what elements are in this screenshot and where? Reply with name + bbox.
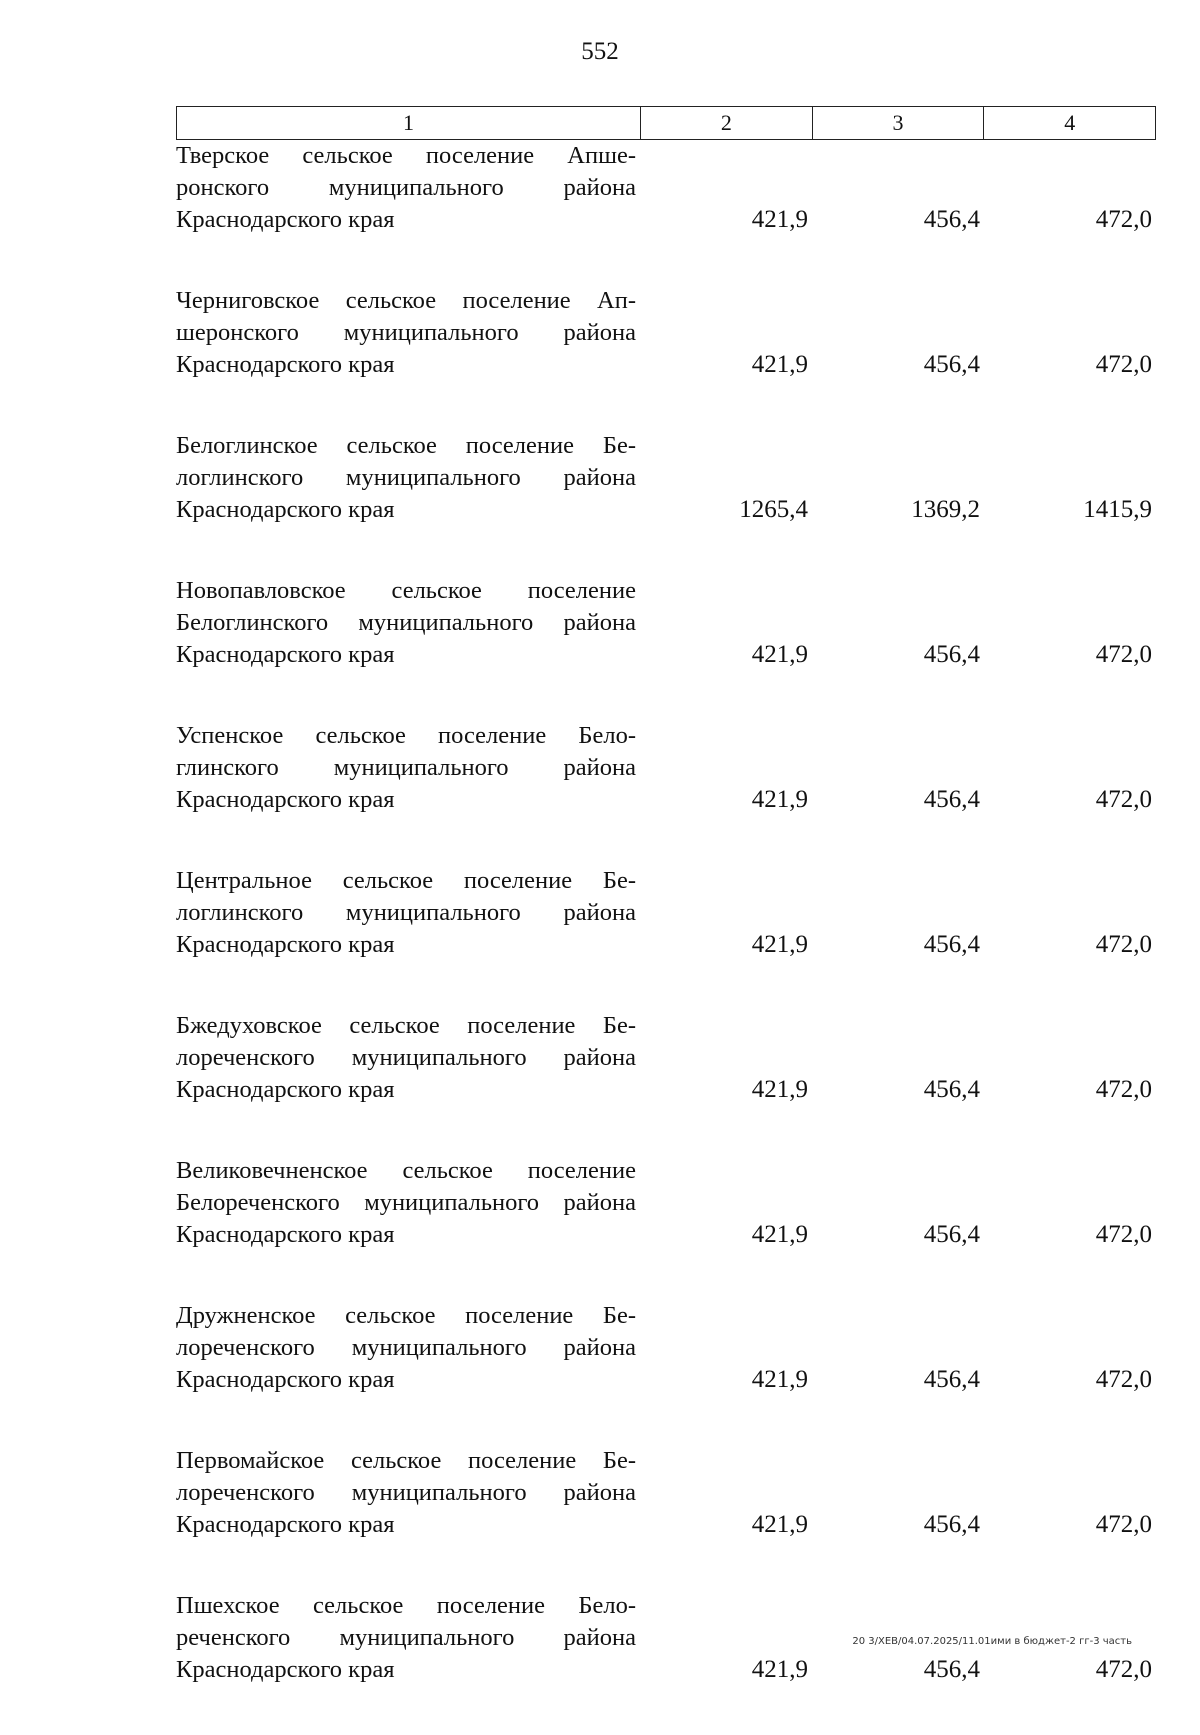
value-col-3: 456,4	[923, 931, 980, 958]
value-col-3: 456,4	[923, 1076, 980, 1103]
value-col-2: 421,9	[751, 786, 808, 813]
value-col-4: 472,0	[1095, 786, 1152, 813]
settlement-name: Центральное сельское поселение Белоглинского муниципального района Краснодарского края	[176, 867, 636, 958]
value-col-4: 472,0	[1095, 1221, 1152, 1248]
value-col-2: 421,9	[751, 1076, 808, 1103]
settlement-name: Пшехское сельское поселение Белореченского муниципального района Краснодарского края	[176, 1592, 636, 1683]
value-col-3: 1369,2	[911, 496, 980, 523]
value-col-4: 472,0	[1095, 1511, 1152, 1538]
settlement-name: Успенское сельское поселение Белоглинского муниципального района Краснодарского края	[176, 722, 636, 813]
value-col-2: 421,9	[751, 351, 808, 378]
table-row	[176, 720, 1156, 816]
value-col-3: 456,4	[923, 641, 980, 668]
settlement-name: Новопавловское сельское поселение Белоглинского муниципального района Краснодарского края	[176, 577, 636, 668]
value-col-2: 1265,4	[739, 496, 808, 523]
value-col-4: 472,0	[1095, 206, 1152, 233]
value-col-3: 456,4	[923, 786, 980, 813]
table-row	[176, 1300, 1156, 1396]
table-header-row	[176, 106, 1156, 140]
table-body	[176, 140, 1156, 1686]
table-row	[176, 285, 1156, 381]
footer-code: 20 3/ХЕВ/04.07.2025/11.01ими в бюджет-2 гг-3 часть	[852, 1636, 1132, 1647]
settlement-name: Тверское сельское поселение Апшеронского муниципального района Краснодарского края	[176, 142, 636, 233]
settlement-name: Бжедуховское сельское поселение Белореченского муниципального района Краснодарского края	[176, 1012, 636, 1103]
table-row	[176, 1445, 1156, 1541]
value-col-2: 421,9	[751, 1366, 808, 1393]
settlement-name: Белоглинское сельское поселение Белоглинского муниципального района Краснодарского края	[176, 432, 636, 523]
column-header-4: 4	[983, 107, 1155, 139]
value-col-3: 456,4	[923, 1221, 980, 1248]
value-col-2: 421,9	[751, 206, 808, 233]
table-row	[176, 1010, 1156, 1106]
value-col-3: 456,4	[923, 1656, 980, 1683]
column-header-1: 1	[403, 110, 415, 135]
column-header-3: 3	[812, 107, 984, 139]
settlement-name: Черниговское сельское поселение Апшеронского муниципального района Краснодарского края	[176, 287, 636, 378]
column-header-2: 2	[640, 107, 812, 139]
value-col-4: 472,0	[1095, 1656, 1152, 1683]
table-row	[176, 575, 1156, 671]
settlement-name: Первомайское сельское поселение Белореченского муниципального района Краснодарского края	[176, 1447, 636, 1538]
value-col-3: 456,4	[923, 206, 980, 233]
value-col-4: 472,0	[1095, 641, 1152, 668]
value-col-3: 456,4	[923, 351, 980, 378]
value-col-2: 421,9	[751, 1656, 808, 1683]
value-col-4: 472,0	[1095, 931, 1152, 958]
value-col-3: 456,4	[923, 1511, 980, 1538]
table-row	[176, 140, 1156, 236]
allocation-table	[176, 106, 1156, 1735]
value-col-3: 456,4	[923, 1366, 980, 1393]
page-number: 552	[581, 38, 619, 65]
settlement-name: Великовечненское сельское поселение Белореченского муниципального района Краснодарского края	[176, 1157, 636, 1248]
value-col-2: 421,9	[751, 931, 808, 958]
value-col-4: 472,0	[1095, 1366, 1152, 1393]
settlement-name: Дружненское сельское поселение Белореченского муниципального района Краснодарского края	[176, 1302, 636, 1393]
table-row	[176, 865, 1156, 961]
value-col-4: 1415,9	[1083, 496, 1152, 523]
value-col-2: 421,9	[751, 1511, 808, 1538]
value-col-2: 421,9	[751, 1221, 808, 1248]
table-row	[176, 430, 1156, 526]
value-col-4: 472,0	[1095, 1076, 1152, 1103]
table-row	[176, 1155, 1156, 1251]
value-col-4: 472,0	[1095, 351, 1152, 378]
value-col-2: 421,9	[751, 641, 808, 668]
